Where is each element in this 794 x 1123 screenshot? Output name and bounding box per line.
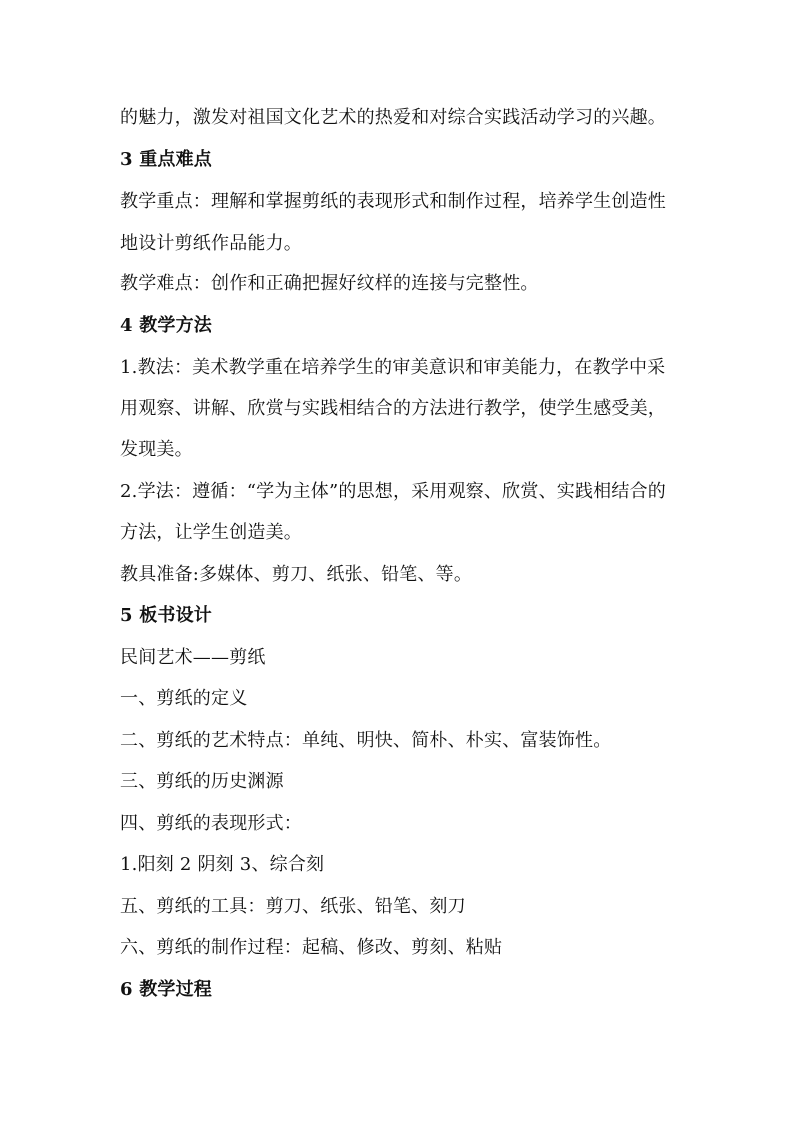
body-text-line: 三、剪纸的历史渊源 <box>120 771 284 792</box>
body-text-line: 一、剪纸的定义 <box>120 688 248 709</box>
body-text-line: 用观察、讲解、欣赏与实践相结合的方法进行教学，使学生感受美， <box>120 398 666 419</box>
body-text-line: 二、剪纸的艺术特点：单纯、明快、简朴、朴实、富装饰性。 <box>120 730 612 751</box>
body-text-line: 方法，让学生创造美。 <box>120 522 302 543</box>
body-text-line: 六、剪纸的制作过程：起稿、修改、剪刻、粘贴 <box>120 937 503 958</box>
body-text-line: 五、剪纸的工具：剪刀、纸张、铅笔、刻刀 <box>120 896 466 917</box>
body-text-line: 2.学法：遵循：“学为主体”的思想，采用观察、欣赏、实践相结合的 <box>120 481 666 502</box>
body-text-line: 1.阳刻 2 阴刻 3、综合刻 <box>120 854 325 875</box>
section-heading: 6 教学过程 <box>120 979 212 1000</box>
body-text-line: 1.教法：美术教学重在培养学生的审美意识和审美能力，在教学中采 <box>120 357 666 378</box>
body-text-line: 教具准备:多媒体、剪刀、纸张、铅笔、等。 <box>120 564 473 585</box>
body-text-line: 民间艺术——剪纸 <box>120 647 266 668</box>
body-text-line: 教学难点：创作和正确把握好纹样的连接与完整性。 <box>120 273 539 294</box>
body-text-line: 四、剪纸的表现形式： <box>120 813 302 834</box>
section-heading: 4 教学方法 <box>120 315 212 336</box>
body-text-line: 的魅力，激发对祖国文化艺术的热爱和对综合实践活动学习的兴趣。 <box>120 107 666 128</box>
body-text-line: 教学重点：理解和掌握剪纸的表现形式和制作过程，培养学生创造性 <box>120 191 666 212</box>
section-heading: 5 板书设计 <box>120 605 212 626</box>
body-text-line: 发现美。 <box>120 439 193 460</box>
section-heading: 3 重点难点 <box>120 149 212 170</box>
body-text-line: 地设计剪纸作品能力。 <box>120 233 302 254</box>
